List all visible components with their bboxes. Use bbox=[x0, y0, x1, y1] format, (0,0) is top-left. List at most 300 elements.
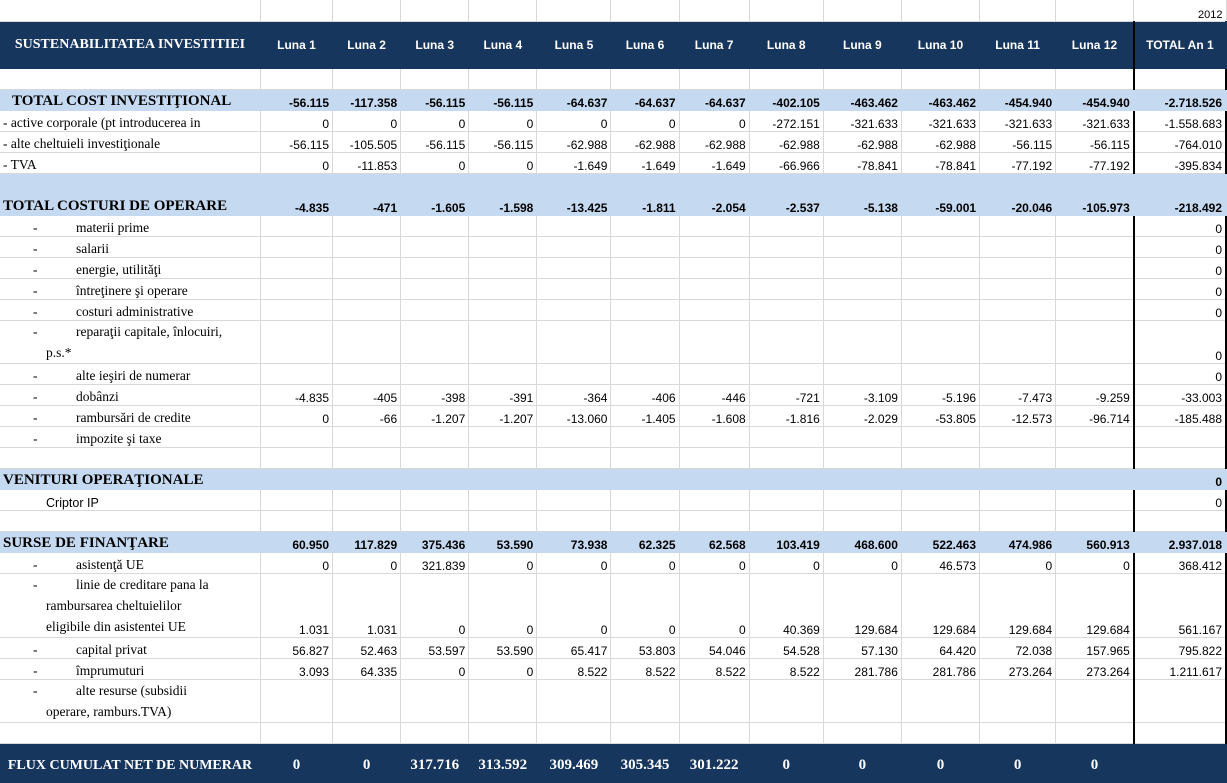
asistenta-luna-7-cell[interactable]: 0 bbox=[679, 552, 749, 573]
spacer-1-cell[interactable] bbox=[823, 68, 901, 89]
reparatii-luna-1-cell[interactable] bbox=[260, 320, 332, 363]
costuri_adm-total-cell[interactable]: 0 bbox=[1134, 299, 1226, 320]
salarii-luna-4-cell[interactable] bbox=[469, 236, 537, 257]
alte_iesiri-luna-7-cell[interactable] bbox=[679, 363, 749, 384]
linie-luna-12-cell[interactable]: 129.684 bbox=[1056, 573, 1134, 637]
salarii-luna-5-cell[interactable] bbox=[537, 236, 611, 257]
reparatii-luna-10-cell[interactable] bbox=[901, 320, 979, 363]
spacer-3-cell[interactable] bbox=[901, 510, 979, 531]
capital-luna-2-cell[interactable]: 52.463 bbox=[333, 637, 401, 658]
alte_resurse-luna-3-cell[interactable] bbox=[401, 679, 469, 722]
asistenta-luna-6-cell[interactable]: 0 bbox=[611, 552, 679, 573]
surse-luna-1-cell[interactable]: 60.950 bbox=[260, 531, 332, 552]
cost_total-luna-5-cell[interactable]: -64.637 bbox=[537, 89, 611, 110]
alte-resurse-label[interactable] bbox=[0, 679, 260, 722]
reparatii-luna-8-cell[interactable] bbox=[749, 320, 823, 363]
blank-cell[interactable] bbox=[1056, 0, 1134, 21]
asistenta-luna-10-cell[interactable]: 46.573 bbox=[901, 552, 979, 573]
rambursari-luna-1-cell[interactable]: 0 bbox=[260, 405, 332, 426]
cost-total-label[interactable]: TOTAL COST INVESTIŢIONAL bbox=[0, 89, 260, 110]
imprumuturi-luna-11-cell[interactable]: 273.264 bbox=[980, 658, 1056, 679]
alte_resurse-luna-1-cell[interactable] bbox=[260, 679, 332, 722]
spacer-4-cell[interactable] bbox=[260, 722, 332, 743]
spacer-1-cell[interactable] bbox=[980, 68, 1056, 89]
venituri-label[interactable]: VENITURI OPERAŢIONALE bbox=[0, 468, 260, 489]
spacer-2-label[interactable] bbox=[0, 447, 260, 468]
salarii-luna-9-cell[interactable] bbox=[823, 236, 901, 257]
spacer-2-cell[interactable] bbox=[469, 447, 537, 468]
imprumuturi-luna-10-cell[interactable]: 281.786 bbox=[901, 658, 979, 679]
costuri_adm-luna-3-cell[interactable] bbox=[401, 299, 469, 320]
linie-luna-8-cell[interactable]: 40.369 bbox=[749, 573, 823, 637]
header-title[interactable]: SUSTENABILITATEA INVESTITIEI bbox=[0, 21, 260, 68]
spacer-3-cell[interactable] bbox=[980, 510, 1056, 531]
op_total-total-cell[interactable]: -218.492 bbox=[1134, 194, 1226, 215]
linie-luna-11-cell[interactable]: 129.684 bbox=[980, 573, 1056, 637]
venituri-luna-6-cell[interactable] bbox=[611, 468, 679, 489]
op_total-luna-4-cell[interactable]: -1.598 bbox=[469, 194, 537, 215]
alte_ch-total-cell[interactable]: -764.010 bbox=[1134, 131, 1226, 152]
materii-luna-9-cell[interactable] bbox=[823, 215, 901, 236]
alte_ch-luna-10-cell[interactable]: -62.988 bbox=[901, 131, 979, 152]
op_total-luna-10-cell[interactable]: -59.001 bbox=[901, 194, 979, 215]
alte_iesiri-luna-8-cell[interactable] bbox=[749, 363, 823, 384]
rambursari-label[interactable] bbox=[0, 405, 260, 426]
criptor-luna-9-cell[interactable] bbox=[823, 489, 901, 510]
impozite-luna-12-cell[interactable] bbox=[1056, 426, 1134, 447]
linie-luna-1-cell[interactable]: 1.031 bbox=[260, 573, 332, 637]
capital-total-cell[interactable]: 795.822 bbox=[1134, 637, 1226, 658]
spacer-1-cell[interactable] bbox=[679, 68, 749, 89]
alte_resurse-luna-4-cell[interactable] bbox=[469, 679, 537, 722]
salarii-luna-1-cell[interactable] bbox=[260, 236, 332, 257]
energie-luna-1-cell[interactable] bbox=[260, 257, 332, 278]
header-luna-5[interactable]: Luna 5 bbox=[537, 21, 611, 68]
venituri-luna-8-cell[interactable] bbox=[749, 468, 823, 489]
spacer-band-cell[interactable] bbox=[537, 173, 611, 194]
header-luna-2[interactable]: Luna 2 bbox=[333, 21, 401, 68]
venituri-luna-1-cell[interactable] bbox=[260, 468, 332, 489]
alte_iesiri-luna-2-cell[interactable] bbox=[333, 363, 401, 384]
costuri_adm-luna-2-cell[interactable] bbox=[333, 299, 401, 320]
spacer-band-cell[interactable] bbox=[611, 173, 679, 194]
criptor-luna-3-cell[interactable] bbox=[401, 489, 469, 510]
flux-luna-1-cell[interactable]: 0 bbox=[260, 743, 332, 783]
intretinere-label[interactable] bbox=[0, 278, 260, 299]
asistenta-luna-4-cell[interactable]: 0 bbox=[469, 552, 537, 573]
imprumuturi-luna-2-cell[interactable]: 64.335 bbox=[333, 658, 401, 679]
active-total-cell[interactable]: -1.558.683 bbox=[1134, 110, 1226, 131]
alte_resurse-luna-12-cell[interactable] bbox=[1056, 679, 1134, 722]
impozite-luna-10-cell[interactable] bbox=[901, 426, 979, 447]
spacer-3-cell[interactable] bbox=[679, 510, 749, 531]
impozite-luna-6-cell[interactable] bbox=[611, 426, 679, 447]
imprumuturi-luna-4-cell[interactable]: 0 bbox=[469, 658, 537, 679]
reparatii-luna-4-cell[interactable] bbox=[469, 320, 537, 363]
impozite-luna-7-cell[interactable] bbox=[679, 426, 749, 447]
dobanzi-label[interactable] bbox=[0, 384, 260, 405]
active-luna-8-cell[interactable]: -272.151 bbox=[749, 110, 823, 131]
impozite-luna-9-cell[interactable] bbox=[823, 426, 901, 447]
alte_resurse-luna-6-cell[interactable] bbox=[611, 679, 679, 722]
surse-total-cell[interactable]: 2.937.018 bbox=[1134, 531, 1226, 552]
alte_ch-luna-4-cell[interactable]: -56.115 bbox=[469, 131, 537, 152]
blank-cell[interactable] bbox=[679, 0, 749, 21]
salarii-luna-2-cell[interactable] bbox=[333, 236, 401, 257]
alte_resurse-total-cell[interactable] bbox=[1134, 679, 1226, 722]
alte_iesiri-luna-1-cell[interactable] bbox=[260, 363, 332, 384]
tva-luna-5-cell[interactable]: -1.649 bbox=[537, 152, 611, 173]
costuri_adm-luna-6-cell[interactable] bbox=[611, 299, 679, 320]
energie-luna-4-cell[interactable] bbox=[469, 257, 537, 278]
header-luna-6[interactable]: Luna 6 bbox=[611, 21, 679, 68]
cost_total-luna-7-cell[interactable]: -64.637 bbox=[679, 89, 749, 110]
imprumuturi-luna-7-cell[interactable]: 8.522 bbox=[679, 658, 749, 679]
alte_iesiri-luna-9-cell[interactable] bbox=[823, 363, 901, 384]
tva-luna-1-cell[interactable]: 0 bbox=[260, 152, 332, 173]
surse-luna-12-cell[interactable]: 560.913 bbox=[1056, 531, 1134, 552]
op_total-luna-12-cell[interactable]: -105.973 bbox=[1056, 194, 1134, 215]
linie-luna-7-cell[interactable]: 0 bbox=[679, 573, 749, 637]
impozite-luna-4-cell[interactable] bbox=[469, 426, 537, 447]
intretinere-luna-5-cell[interactable] bbox=[537, 278, 611, 299]
active-luna-4-cell[interactable]: 0 bbox=[469, 110, 537, 131]
salarii-total-cell[interactable]: 0 bbox=[1134, 236, 1226, 257]
criptor-luna-2-cell[interactable] bbox=[333, 489, 401, 510]
spacer-2-cell[interactable] bbox=[679, 447, 749, 468]
capital-luna-9-cell[interactable]: 57.130 bbox=[823, 637, 901, 658]
criptor-luna-6-cell[interactable] bbox=[611, 489, 679, 510]
salarii-luna-12-cell[interactable] bbox=[1056, 236, 1134, 257]
cost_total-luna-1-cell[interactable]: -56.115 bbox=[260, 89, 332, 110]
flux-luna-11-cell[interactable]: 0 bbox=[980, 743, 1056, 783]
alte_iesiri-luna-11-cell[interactable] bbox=[980, 363, 1056, 384]
costuri_adm-luna-10-cell[interactable] bbox=[901, 299, 979, 320]
alte_iesiri-luna-6-cell[interactable] bbox=[611, 363, 679, 384]
capital-luna-7-cell[interactable]: 54.046 bbox=[679, 637, 749, 658]
alte_ch-luna-9-cell[interactable]: -62.988 bbox=[823, 131, 901, 152]
op_total-luna-3-cell[interactable]: -1.605 bbox=[401, 194, 469, 215]
dobanzi-luna-6-cell[interactable]: -406 bbox=[611, 384, 679, 405]
surse-luna-3-cell[interactable]: 375.436 bbox=[401, 531, 469, 552]
energie-luna-6-cell[interactable] bbox=[611, 257, 679, 278]
blank-cell[interactable] bbox=[537, 0, 611, 21]
alte_ch-luna-3-cell[interactable]: -56.115 bbox=[401, 131, 469, 152]
venituri-luna-11-cell[interactable] bbox=[980, 468, 1056, 489]
spacer-1-label[interactable] bbox=[0, 68, 260, 89]
venituri-luna-7-cell[interactable] bbox=[679, 468, 749, 489]
header-luna-4[interactable]: Luna 4 bbox=[469, 21, 537, 68]
cost_total-luna-10-cell[interactable]: -463.462 bbox=[901, 89, 979, 110]
impozite-luna-11-cell[interactable] bbox=[980, 426, 1056, 447]
criptor-luna-7-cell[interactable] bbox=[679, 489, 749, 510]
surse-luna-6-cell[interactable]: 62.325 bbox=[611, 531, 679, 552]
energie-luna-11-cell[interactable] bbox=[980, 257, 1056, 278]
spacer-3-cell[interactable] bbox=[611, 510, 679, 531]
active-luna-6-cell[interactable]: 0 bbox=[611, 110, 679, 131]
dobanzi-luna-3-cell[interactable]: -398 bbox=[401, 384, 469, 405]
venituri-luna-10-cell[interactable] bbox=[901, 468, 979, 489]
linie-luna-6-cell[interactable]: 0 bbox=[611, 573, 679, 637]
spacer-3-cell[interactable] bbox=[401, 510, 469, 531]
tva-luna-6-cell[interactable]: -1.649 bbox=[611, 152, 679, 173]
alte_resurse-luna-9-cell[interactable] bbox=[823, 679, 901, 722]
energie-luna-7-cell[interactable] bbox=[679, 257, 749, 278]
energie-label[interactable] bbox=[0, 257, 260, 278]
spacer-band-cell[interactable] bbox=[901, 173, 979, 194]
spacer-4-cell[interactable] bbox=[611, 722, 679, 743]
energie-luna-3-cell[interactable] bbox=[401, 257, 469, 278]
salarii-luna-10-cell[interactable] bbox=[901, 236, 979, 257]
spacer-4-cell[interactable] bbox=[980, 722, 1056, 743]
active-luna-10-cell[interactable]: -321.633 bbox=[901, 110, 979, 131]
cost_total-luna-3-cell[interactable]: -56.115 bbox=[401, 89, 469, 110]
intretinere-luna-7-cell[interactable] bbox=[679, 278, 749, 299]
criptor-luna-10-cell[interactable] bbox=[901, 489, 979, 510]
alte_iesiri-luna-5-cell[interactable] bbox=[537, 363, 611, 384]
dobanzi-luna-7-cell[interactable]: -446 bbox=[679, 384, 749, 405]
materii-luna-2-cell[interactable] bbox=[333, 215, 401, 236]
asistenta-total-cell[interactable]: 368.412 bbox=[1134, 552, 1226, 573]
flux-luna-6-cell[interactable]: 305.345 bbox=[611, 743, 679, 783]
spacer-4-cell[interactable] bbox=[469, 722, 537, 743]
rambursari-total-cell[interactable]: -185.488 bbox=[1134, 405, 1226, 426]
spacer-4-cell[interactable] bbox=[1056, 722, 1134, 743]
rambursari-luna-2-cell[interactable]: -66 bbox=[333, 405, 401, 426]
active-label[interactable]: - active corporale (pt introducerea in bbox=[0, 110, 260, 131]
tva-luna-11-cell[interactable]: -77.192 bbox=[980, 152, 1056, 173]
capital-luna-11-cell[interactable]: 72.038 bbox=[980, 637, 1056, 658]
materii-luna-3-cell[interactable] bbox=[401, 215, 469, 236]
asistenta-luna-12-cell[interactable]: 0 bbox=[1056, 552, 1134, 573]
costuri_adm-luna-11-cell[interactable] bbox=[980, 299, 1056, 320]
alte_ch-luna-11-cell[interactable]: -56.115 bbox=[980, 131, 1056, 152]
asistenta-luna-11-cell[interactable]: 0 bbox=[980, 552, 1056, 573]
costuri_adm-luna-5-cell[interactable] bbox=[537, 299, 611, 320]
alte_resurse-luna-2-cell[interactable] bbox=[333, 679, 401, 722]
cost_total-luna-2-cell[interactable]: -117.358 bbox=[333, 89, 401, 110]
materii-luna-6-cell[interactable] bbox=[611, 215, 679, 236]
dobanzi-luna-4-cell[interactable]: -391 bbox=[469, 384, 537, 405]
spacer-4-label[interactable] bbox=[0, 722, 260, 743]
surse-luna-2-cell[interactable]: 117.829 bbox=[333, 531, 401, 552]
spacer-2-cell[interactable] bbox=[537, 447, 611, 468]
blank-cell[interactable] bbox=[401, 0, 469, 21]
header-luna-1[interactable]: Luna 1 bbox=[260, 21, 332, 68]
spacer-2-cell[interactable] bbox=[333, 447, 401, 468]
blank-cell[interactable] bbox=[980, 0, 1056, 21]
spacer-4-total[interactable] bbox=[1134, 722, 1226, 743]
intretinere-luna-8-cell[interactable] bbox=[749, 278, 823, 299]
flux-total-cell[interactable] bbox=[1134, 743, 1226, 783]
reparatii-total-cell[interactable]: 0 bbox=[1134, 320, 1226, 363]
flux-luna-7-cell[interactable]: 301.222 bbox=[679, 743, 749, 783]
reparatii-luna-6-cell[interactable] bbox=[611, 320, 679, 363]
rambursari-luna-7-cell[interactable]: -1.608 bbox=[679, 405, 749, 426]
alte_iesiri-luna-12-cell[interactable] bbox=[1056, 363, 1134, 384]
spacer-1-total[interactable] bbox=[1134, 68, 1226, 89]
impozite-total-cell[interactable] bbox=[1134, 426, 1226, 447]
blank-cell[interactable] bbox=[823, 0, 901, 21]
spacer-band-cell[interactable] bbox=[260, 173, 332, 194]
impozite-luna-2-cell[interactable] bbox=[333, 426, 401, 447]
asistenta-luna-8-cell[interactable]: 0 bbox=[749, 552, 823, 573]
blank-cell[interactable] bbox=[260, 0, 332, 21]
rambursari-luna-11-cell[interactable]: -12.573 bbox=[980, 405, 1056, 426]
active-luna-11-cell[interactable]: -321.633 bbox=[980, 110, 1056, 131]
linie-luna-9-cell[interactable]: 129.684 bbox=[823, 573, 901, 637]
spacer-3-cell[interactable] bbox=[749, 510, 823, 531]
venituri-total-cell[interactable]: 0 bbox=[1134, 468, 1226, 489]
spacer-4-cell[interactable] bbox=[749, 722, 823, 743]
linie-luna-2-cell[interactable]: 1.031 bbox=[333, 573, 401, 637]
rambursari-luna-10-cell[interactable]: -53.805 bbox=[901, 405, 979, 426]
criptor-luna-12-cell[interactable] bbox=[1056, 489, 1134, 510]
spacer-band-cell[interactable] bbox=[980, 173, 1056, 194]
rambursari-luna-4-cell[interactable]: -1.207 bbox=[469, 405, 537, 426]
reparatii-luna-2-cell[interactable] bbox=[333, 320, 401, 363]
spacer-band-cell[interactable] bbox=[469, 173, 537, 194]
tva-luna-4-cell[interactable]: 0 bbox=[469, 152, 537, 173]
flux-label[interactable]: FLUX CUMULAT NET DE NUMERAR bbox=[0, 743, 260, 783]
dobanzi-luna-11-cell[interactable]: -7.473 bbox=[980, 384, 1056, 405]
spacer-3-cell[interactable] bbox=[823, 510, 901, 531]
alte_resurse-luna-11-cell[interactable] bbox=[980, 679, 1056, 722]
spacer-2-cell[interactable] bbox=[901, 447, 979, 468]
cost_total-luna-12-cell[interactable]: -454.940 bbox=[1056, 89, 1134, 110]
venituri-luna-4-cell[interactable] bbox=[469, 468, 537, 489]
salarii-luna-6-cell[interactable] bbox=[611, 236, 679, 257]
op_total-luna-11-cell[interactable]: -20.046 bbox=[980, 194, 1056, 215]
impozite-label[interactable] bbox=[0, 426, 260, 447]
capital-luna-12-cell[interactable]: 157.965 bbox=[1056, 637, 1134, 658]
capital-luna-3-cell[interactable]: 53.597 bbox=[401, 637, 469, 658]
dobanzi-luna-2-cell[interactable]: -405 bbox=[333, 384, 401, 405]
salarii-luna-8-cell[interactable] bbox=[749, 236, 823, 257]
surse-label[interactable]: SURSE DE FINANŢARE bbox=[0, 531, 260, 552]
tva-luna-3-cell[interactable]: 0 bbox=[401, 152, 469, 173]
tva-luna-8-cell[interactable]: -66.966 bbox=[749, 152, 823, 173]
imprumuturi-luna-3-cell[interactable]: 0 bbox=[401, 658, 469, 679]
alte_ch-label[interactable]: - alte cheltuieli investiţionale bbox=[0, 131, 260, 152]
alte_ch-luna-7-cell[interactable]: -62.988 bbox=[679, 131, 749, 152]
intretinere-luna-11-cell[interactable] bbox=[980, 278, 1056, 299]
spacer-band-cell[interactable] bbox=[401, 173, 469, 194]
spacer-3-cell[interactable] bbox=[537, 510, 611, 531]
reparatii-luna-12-cell[interactable] bbox=[1056, 320, 1134, 363]
reparatii-luna-9-cell[interactable] bbox=[823, 320, 901, 363]
tva-luna-7-cell[interactable]: -1.649 bbox=[679, 152, 749, 173]
tva-luna-9-cell[interactable]: -78.841 bbox=[823, 152, 901, 173]
dobanzi-luna-12-cell[interactable]: -9.259 bbox=[1056, 384, 1134, 405]
alte_ch-luna-5-cell[interactable]: -62.988 bbox=[537, 131, 611, 152]
spacer-2-cell[interactable] bbox=[1056, 447, 1134, 468]
blank-cell[interactable] bbox=[901, 0, 979, 21]
materii-total-cell[interactable]: 0 bbox=[1134, 215, 1226, 236]
spacer-4-cell[interactable] bbox=[679, 722, 749, 743]
salarii-luna-7-cell[interactable] bbox=[679, 236, 749, 257]
capital-luna-4-cell[interactable]: 53.590 bbox=[469, 637, 537, 658]
salarii-luna-11-cell[interactable] bbox=[980, 236, 1056, 257]
spacer-3-cell[interactable] bbox=[1056, 510, 1134, 531]
alte_iesiri-label[interactable] bbox=[0, 363, 260, 384]
spacer-1-cell[interactable] bbox=[469, 68, 537, 89]
spacer-1-cell[interactable] bbox=[901, 68, 979, 89]
energie-luna-10-cell[interactable] bbox=[901, 257, 979, 278]
energie-total-cell[interactable]: 0 bbox=[1134, 257, 1226, 278]
flux-luna-3-cell[interactable]: 317.716 bbox=[401, 743, 469, 783]
dobanzi-total-cell[interactable]: -33.003 bbox=[1134, 384, 1226, 405]
cost_total-luna-4-cell[interactable]: -56.115 bbox=[469, 89, 537, 110]
flux-luna-8-cell[interactable]: 0 bbox=[749, 743, 823, 783]
spacer-band-total[interactable] bbox=[1134, 173, 1226, 194]
flux-luna-5-cell[interactable]: 309.469 bbox=[537, 743, 611, 783]
blank-cell[interactable] bbox=[469, 0, 537, 21]
materii-luna-1-cell[interactable] bbox=[260, 215, 332, 236]
spacer-2-cell[interactable] bbox=[980, 447, 1056, 468]
imprumuturi-luna-6-cell[interactable]: 8.522 bbox=[611, 658, 679, 679]
criptor-luna-1-cell[interactable] bbox=[260, 489, 332, 510]
criptor-label[interactable]: Criptor IP bbox=[0, 489, 260, 510]
tva-total-cell[interactable]: -395.834 bbox=[1134, 152, 1226, 173]
alte_resurse-luna-7-cell[interactable] bbox=[679, 679, 749, 722]
imprumuturi-luna-12-cell[interactable]: 273.264 bbox=[1056, 658, 1134, 679]
cost_total-total-cell[interactable]: -2.718.526 bbox=[1134, 89, 1226, 110]
materii-luna-5-cell[interactable] bbox=[537, 215, 611, 236]
criptor-luna-11-cell[interactable] bbox=[980, 489, 1056, 510]
linie-luna-5-cell[interactable]: 0 bbox=[537, 573, 611, 637]
dobanzi-luna-1-cell[interactable]: -4.835 bbox=[260, 384, 332, 405]
intretinere-total-cell[interactable]: 0 bbox=[1134, 278, 1226, 299]
intretinere-luna-4-cell[interactable] bbox=[469, 278, 537, 299]
flux-luna-12-cell[interactable]: 0 bbox=[1056, 743, 1134, 783]
header-luna-11[interactable]: Luna 11 bbox=[980, 21, 1056, 68]
header-total[interactable]: TOTAL An 1 bbox=[1134, 21, 1226, 68]
criptor-luna-5-cell[interactable] bbox=[537, 489, 611, 510]
costuri_adm-luna-1-cell[interactable] bbox=[260, 299, 332, 320]
venituri-luna-9-cell[interactable] bbox=[823, 468, 901, 489]
active-luna-2-cell[interactable]: 0 bbox=[333, 110, 401, 131]
header-luna-7[interactable]: Luna 7 bbox=[679, 21, 749, 68]
costuri_adm-label[interactable] bbox=[0, 299, 260, 320]
alte_ch-luna-8-cell[interactable]: -62.988 bbox=[749, 131, 823, 152]
alte_iesiri-total-cell[interactable]: 0 bbox=[1134, 363, 1226, 384]
op_total-luna-5-cell[interactable]: -13.425 bbox=[537, 194, 611, 215]
intretinere-luna-1-cell[interactable] bbox=[260, 278, 332, 299]
cost_total-luna-6-cell[interactable]: -64.637 bbox=[611, 89, 679, 110]
alte_iesiri-luna-4-cell[interactable] bbox=[469, 363, 537, 384]
blank-cell[interactable] bbox=[0, 0, 260, 21]
rambursari-luna-9-cell[interactable]: -2.029 bbox=[823, 405, 901, 426]
energie-luna-8-cell[interactable] bbox=[749, 257, 823, 278]
asistenta-luna-3-cell[interactable]: 321.839 bbox=[401, 552, 469, 573]
materii-label[interactable] bbox=[0, 215, 260, 236]
header-luna-3[interactable]: Luna 3 bbox=[401, 21, 469, 68]
dobanzi-luna-8-cell[interactable]: -721 bbox=[749, 384, 823, 405]
criptor-luna-8-cell[interactable] bbox=[749, 489, 823, 510]
op_total-luna-7-cell[interactable]: -2.054 bbox=[679, 194, 749, 215]
reparatii-label[interactable] bbox=[0, 320, 260, 363]
impozite-luna-8-cell[interactable] bbox=[749, 426, 823, 447]
imprumuturi-luna-1-cell[interactable]: 3.093 bbox=[260, 658, 332, 679]
asistenta-luna-1-cell[interactable]: 0 bbox=[260, 552, 332, 573]
spacer-1-cell[interactable] bbox=[611, 68, 679, 89]
spacer-2-cell[interactable] bbox=[260, 447, 332, 468]
intretinere-luna-3-cell[interactable] bbox=[401, 278, 469, 299]
spacer-3-label[interactable] bbox=[0, 510, 260, 531]
surse-luna-8-cell[interactable]: 103.419 bbox=[749, 531, 823, 552]
spacer-1-cell[interactable] bbox=[333, 68, 401, 89]
